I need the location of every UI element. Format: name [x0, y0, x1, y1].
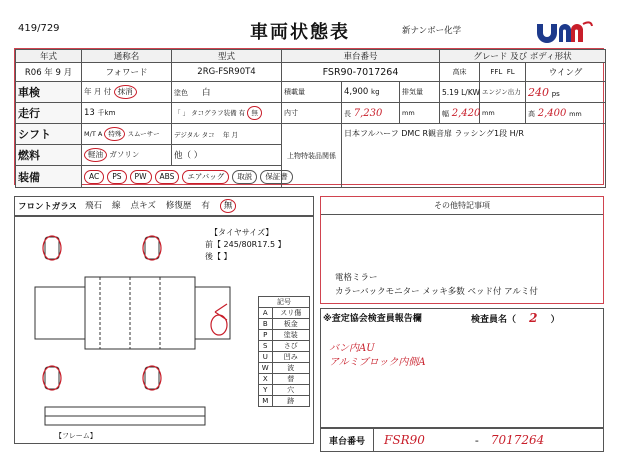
- legend-meaning: さび: [272, 341, 310, 352]
- with-label: 付: [103, 87, 112, 96]
- length-label: 長: [344, 109, 351, 118]
- equipment-ps: PS: [107, 170, 126, 184]
- legend-row: [259, 330, 310, 341]
- legend-row: [259, 319, 310, 330]
- height-unit: mm: [569, 109, 582, 118]
- equipment-ac: AC: [84, 170, 104, 184]
- legend-meaning: スリ傷: [272, 308, 310, 319]
- footer-chassis-prefix: FSR90: [384, 433, 425, 447]
- shift-label: シフト: [16, 124, 82, 145]
- tire-front-value: 前【 245/80R17.5 】: [205, 240, 286, 249]
- smoother-label: スムーサー: [127, 130, 160, 138]
- fuel-other: 他（ ）: [172, 145, 282, 166]
- notes-title: その他特記事項: [321, 197, 603, 215]
- legend-row: [259, 363, 310, 374]
- windshield-item-1: 線: [112, 201, 121, 211]
- legend-meaning: 板金: [272, 319, 310, 330]
- legend-meaning: 穴: [272, 385, 310, 396]
- inspection-date: 年 月: [84, 87, 102, 96]
- chassis-value: FSR90-7017264: [282, 63, 440, 82]
- inspector-note1: バン内AU: [329, 343, 375, 354]
- notes-line2: カラーバックモニター メッキ多数 ベッド付 アルミ付: [335, 287, 538, 297]
- color-label: 塗色: [174, 89, 188, 97]
- legend-table: [258, 296, 310, 408]
- windshield-damage-items: [85, 199, 236, 213]
- legend-meaning: 波: [272, 363, 310, 374]
- load-value: 4,900: [344, 87, 369, 97]
- legend-code: X: [259, 374, 273, 385]
- displacement-value: 5.19: [442, 87, 459, 97]
- inspector-count-label: 検査員名（: [471, 315, 517, 325]
- footer-chassis: [320, 428, 604, 452]
- windshield-item-0: 飛石: [85, 201, 103, 211]
- inspector-label: ※査定協会検査員報告欄: [323, 314, 422, 324]
- fuel-light-oil: 軽油: [84, 148, 107, 162]
- inspector-panel: [320, 308, 604, 428]
- legend-row: [259, 396, 310, 407]
- equipment-エアバッグ: エアバッグ: [182, 170, 229, 184]
- page-counter: 419/729: [18, 23, 60, 34]
- legend-row: [259, 385, 310, 396]
- tacho-has: 有: [238, 109, 246, 117]
- height-value: 2,400: [537, 107, 567, 119]
- header-grade: グレード 及び ボディ形状: [440, 50, 606, 63]
- model-value: 2RG-FSR90T4: [172, 63, 282, 82]
- special-equipment-label: 上物特装品関係: [282, 124, 342, 188]
- length-value: 7,230: [353, 107, 383, 119]
- legend-row: [259, 341, 310, 352]
- windshield-item-4: 有: [201, 201, 210, 211]
- equipment-items: [82, 166, 288, 188]
- windshield-row: [14, 196, 314, 216]
- shift-special: 特殊: [104, 127, 125, 141]
- mileage-value: 13: [84, 108, 95, 118]
- inspector-count-value: 2: [529, 311, 538, 325]
- inspector-count: [471, 311, 560, 325]
- fuel-label: 燃料: [16, 145, 82, 166]
- grade-ffl: FFL: [490, 68, 503, 76]
- displacement-unit: L/KW: [461, 87, 480, 97]
- company-logo: [535, 18, 593, 44]
- digital-tacho-date: 年 月: [222, 130, 239, 139]
- windshield-item-3: 修復歴: [165, 201, 192, 211]
- engine-unit: ps: [551, 89, 560, 98]
- windshield-label: フロントガラス: [18, 202, 77, 212]
- equipment-records: 取説: [232, 170, 257, 184]
- special-equipment-text: 日本フルハーフ DMC R観音扉 ラッシング1段 H/R: [342, 124, 606, 188]
- legend-code: M: [259, 396, 273, 407]
- notes-panel: [320, 196, 604, 304]
- shift-mt: M: [84, 130, 90, 138]
- inspector-note2: アルミブロック内側A: [329, 357, 426, 368]
- legend-row: [259, 308, 310, 319]
- company-name: 新ナンボー化学: [402, 26, 462, 36]
- equipment-abs: ABS: [155, 170, 180, 184]
- legend-meaning: 跡: [272, 396, 310, 407]
- width-label: 幅: [442, 109, 450, 118]
- header-name: 通称名: [82, 50, 172, 63]
- engine-value: 240: [528, 85, 550, 99]
- inspector-count-close: ）: [550, 315, 560, 325]
- equipment-guarantee: 保証書: [260, 170, 293, 184]
- grade-fl: FL: [506, 68, 515, 76]
- tacho-none: 無: [247, 106, 262, 120]
- equipment-label: 装備: [16, 166, 82, 188]
- legend-meaning: 替: [272, 374, 310, 385]
- legend-meaning: 凹み: [272, 352, 310, 363]
- legend-code: B: [259, 319, 273, 330]
- legend-row: [259, 374, 310, 385]
- tire-rear: 後【 】: [205, 252, 232, 261]
- year-value: R06 年 9 月: [16, 63, 82, 82]
- legend-code: Y: [259, 385, 273, 396]
- fuel-gasoline: ガソリン: [109, 150, 140, 159]
- windshield-item-5: 無: [220, 199, 237, 213]
- equipment-pw: PW: [130, 170, 152, 184]
- legend-row: [259, 352, 310, 363]
- legend-code: W: [259, 363, 273, 374]
- inside-size-label: 内寸: [282, 103, 342, 124]
- tire-size-label: 【タイヤサイズ】: [210, 228, 274, 237]
- legend-code: U: [259, 352, 273, 363]
- frame-label: 【フレーム】: [55, 432, 97, 440]
- legend-meaning: 塗装: [272, 330, 310, 341]
- mileage-unit: 千km: [97, 109, 116, 117]
- notes-line1: 電格ミラー: [335, 273, 378, 283]
- displacement-label: 排気量: [400, 82, 440, 103]
- legend-code: A: [259, 308, 273, 319]
- tach-reading: 「 」: [174, 109, 190, 117]
- digital-tacho-label: デジタル タコ: [174, 130, 215, 139]
- grade-high-floor: 高床: [452, 68, 467, 76]
- length-unit: mm: [400, 103, 440, 124]
- shift-at: A: [97, 130, 103, 138]
- header-year: 年式: [16, 50, 82, 63]
- page-title: 車両状態表: [250, 22, 350, 43]
- grade-body: ウイング: [526, 63, 606, 82]
- color-value: 白: [202, 88, 211, 98]
- mileage-label: 走行: [16, 103, 82, 124]
- footer-chassis-dash: -: [474, 433, 479, 447]
- legend-code: S: [259, 341, 273, 352]
- shift-t: T: [91, 130, 96, 138]
- height-label: 高: [528, 109, 536, 118]
- inspection-label: 車検: [16, 82, 82, 103]
- tacho-label: タコグラフ装備: [191, 109, 237, 117]
- footer-chassis-label: 車台番号: [321, 429, 374, 451]
- engine-label: エンジン出力: [480, 82, 526, 103]
- legend-code: P: [259, 330, 273, 341]
- width-value: 2,420: [451, 107, 481, 119]
- load-unit: kg: [371, 88, 380, 96]
- width-unit: mm: [480, 103, 526, 124]
- header-chassis: 車台番号: [282, 50, 440, 63]
- footer-chassis-number: 7017264: [490, 433, 545, 447]
- header-model: 型式: [172, 50, 282, 63]
- deregistered-mark: 抹消: [114, 85, 137, 99]
- name-value: フォワード: [82, 63, 172, 82]
- load-label: 積載量: [282, 82, 342, 103]
- vehicle-spec-table: 年式 通称名 型式 車台番号 グレード 及び ボディ形状 R06 年 9 月 フォワード 2RG-FSR90T4 FSR90-7017264 高床 FFL FL ウイング 車検 年 月 付 抹消 塗色 白 積載量 4,900 kg 排気量 5.19 L/KW エンジン出力 240 ps 走行 13 千km 「 」 タコグラフ装備 有 無 内寸 長 7,230 mm 幅 2,420 mm 高 2,400 mm シフト M/T A 特殊 スムーサー デジタル タコ 年 月 上物特装品関係 日本フルハーフ DMC R観音扉 ラッシング1段 H/R 燃料 軽油 ガソリン 他（ ） 装備 AC PS PW ABS エアバッグ 取説 保証書: [14, 48, 604, 185]
- legend-title: 記号: [259, 297, 310, 308]
- windshield-item-2: 点キズ: [130, 201, 156, 211]
